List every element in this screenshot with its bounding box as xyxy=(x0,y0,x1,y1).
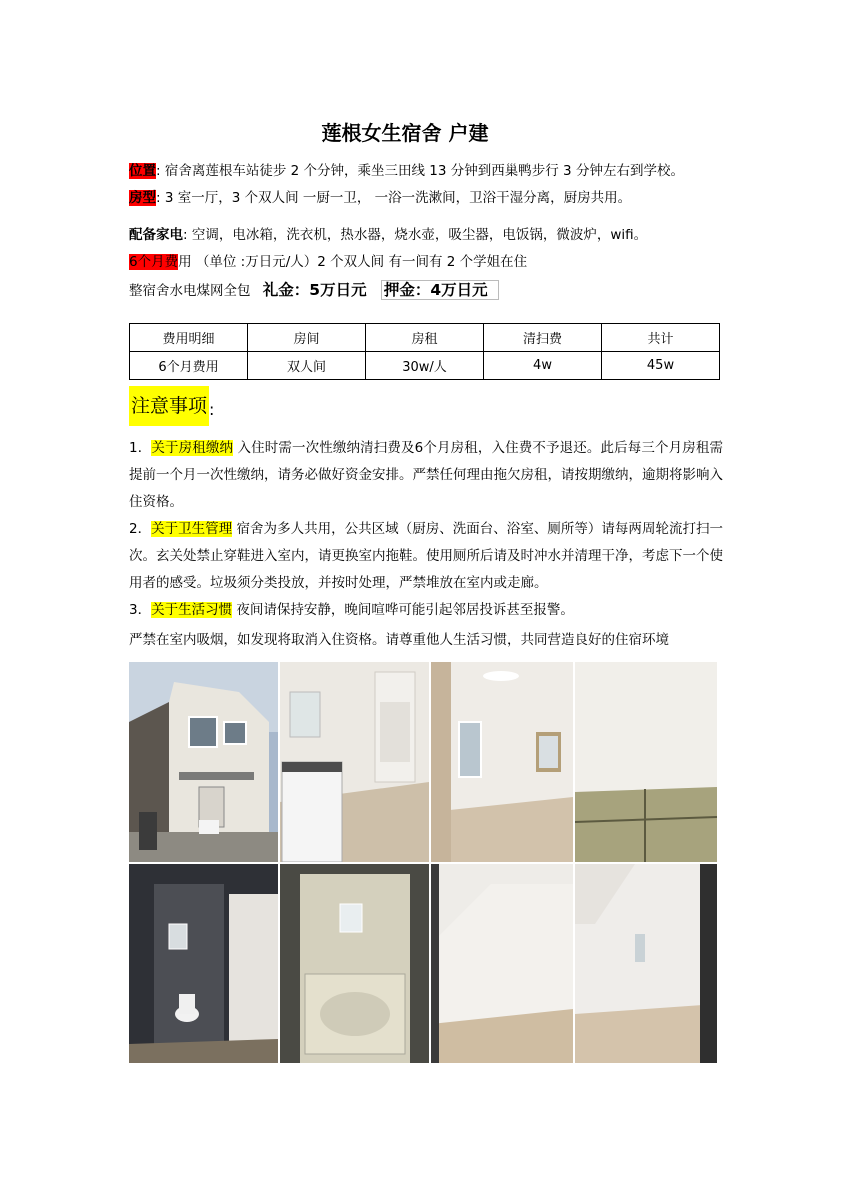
deposit: 押金：4万日元 xyxy=(381,280,499,300)
utilities-text: 整宿舍水电煤网全包 xyxy=(129,283,251,299)
notice-item-body: 入住时需一次性缴纳清扫费及6个月房租，入住费不予退还。此后每三个月房租需提前一个月一次性缴纳，请务必做好资金安排。严禁任何理由拖欠房租，请按期缴纳，逾期将影响入住资格。 xyxy=(129,440,724,510)
fee-label-rest: 用 xyxy=(178,254,192,270)
notice-item-number: 3． xyxy=(129,602,152,618)
fee-line xyxy=(129,252,527,272)
empty-room-photo xyxy=(431,864,573,1063)
utilities-line xyxy=(129,280,499,301)
notice-item-3 xyxy=(129,597,723,624)
fee-table-header: 费用明细 xyxy=(130,324,248,352)
notice-item-number: 1． xyxy=(129,440,152,456)
notice-item-heading: 关于生活习惯 xyxy=(151,602,233,618)
notice-final: 严禁在室内吸烟，如发现将取消入住资格。请尊重他人生活习惯，共同营造良好的住宿环境 xyxy=(129,632,669,648)
notice-colon: : xyxy=(209,400,215,419)
room-type-line xyxy=(129,188,631,208)
fee-table-header: 清扫费 xyxy=(484,324,602,352)
location-text: : 宿舍离莲根车站徒步 2 个分钟，乘坐三田线 13 分钟到西巢鸭步行 3 分钟左右到学校。 xyxy=(156,163,684,179)
bedroom-window-photo xyxy=(431,662,573,862)
notice-item-number: 2． xyxy=(129,521,152,537)
fee-table-cell: 30w/人 xyxy=(366,352,484,380)
fee-table-cell: 6个月费用 xyxy=(130,352,248,380)
page-title: 莲根女生宿舍 户建 xyxy=(321,121,489,145)
notice-item-heading: 关于房租缴纳 xyxy=(151,440,234,456)
tatami-room-photo xyxy=(575,662,717,862)
room-type-text: : 3 室一厅，3 个双人间 一厨一卫， 一浴一洗漱间，卫浴干湿分离，厨房共用。 xyxy=(156,190,632,206)
house-exterior-photo xyxy=(129,662,278,862)
fee-line-text: （单位 :万日元/人）2 个双人间 有一间有 2 个学姐在住 xyxy=(191,254,528,270)
fee-table-cell: 45w xyxy=(602,352,720,380)
location-label: 位置 xyxy=(129,163,156,179)
fee-table-header-row xyxy=(130,324,720,352)
fee-table-cell: 双人间 xyxy=(248,352,366,380)
fee-table-header: 房间 xyxy=(248,324,366,352)
room-type-label: 房型 xyxy=(129,190,156,206)
appliances-label: 配备家电 xyxy=(129,227,183,243)
fee-table-header: 房租 xyxy=(366,324,484,352)
notice-title: 注意事项 xyxy=(129,386,209,426)
appliances-text: : 空调，电冰箱，洗衣机，热水器，烧水壶，吸尘器，电饭锅，微波炉，wifi。 xyxy=(183,227,648,243)
fee-table-cell: 4w xyxy=(484,352,602,380)
sloped-ceiling-room-photo xyxy=(575,864,717,1063)
photo-grid xyxy=(129,662,717,1063)
fee-table-header: 共计 xyxy=(602,324,720,352)
fee-table xyxy=(129,323,720,380)
bathroom-photo xyxy=(280,864,429,1063)
notice-item-body: 宿舍为多人共用，公共区域（厨房、洗面台、浴室、厕所等）请每两周轮流打扫一次。玄关处禁止穿鞋进入室内，请更换室内拖鞋。使用厕所后请及时冲水并清理干净，考虑下一个使用者的感受。垃圾须分类投放，并按时处理，严禁堆放在室内或走廊。 xyxy=(129,521,724,591)
key-money: 礼金：5万日元 xyxy=(262,281,367,299)
fee-table-row xyxy=(130,352,720,380)
kitchen-photo xyxy=(280,662,429,862)
notice-item-2 xyxy=(129,516,723,597)
notice-item-heading: 关于卫生管理 xyxy=(151,521,233,537)
notice-item-body: 夜间请保持安静，晚间喧哗可能引起邻居投诉甚至报警。 xyxy=(232,602,574,618)
notice-item-1 xyxy=(129,435,723,516)
fee-label-highlight: 6个月费 xyxy=(129,254,179,270)
appliances-line xyxy=(129,225,647,245)
location-line xyxy=(129,161,684,181)
toilet-photo xyxy=(129,864,278,1063)
